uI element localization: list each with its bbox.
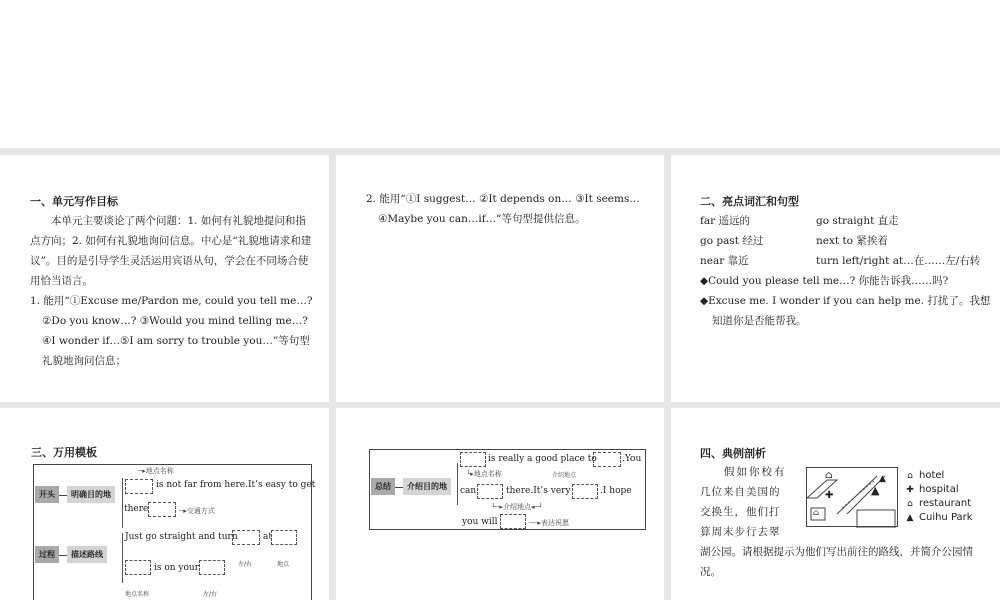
note-intro: └┄▸介绍地点◂┄┘ <box>491 503 543 511</box>
blank-place <box>460 452 486 467</box>
school-icon: ⌂ <box>813 508 820 517</box>
route-map <box>806 467 898 527</box>
arrow-icon: ◂┄┘ <box>530 503 543 511</box>
blank-adjective <box>572 484 598 499</box>
tree-icon: ▲ <box>879 474 886 484</box>
goal-item-1: 1. 能用“①Excuse me/Pardon me, could you tell me…? ②Do you know…? ③Would you mind telling me…? ④I wonder if…⑤I am sorry to trouble you…”等句型礼貌地询问信息； <box>30 295 313 367</box>
hospital-icon: ✚ <box>825 490 834 501</box>
blank-place <box>125 560 151 575</box>
vocab-row <box>700 231 992 251</box>
hospital-icon: ✚ <box>906 485 914 495</box>
connector <box>59 495 67 496</box>
legend-item: ⌂ restaurant <box>904 497 973 511</box>
arrow-icon: ┄▸ <box>179 507 187 515</box>
arrow-icon: ┄▸ <box>138 467 146 475</box>
sentence-pattern-1: ◆Could you please tell me…? 你能告诉我……吗? <box>700 275 949 287</box>
vocab-row <box>700 211 992 231</box>
vocab-term: turn left/right at…在……左/右转 <box>816 255 981 267</box>
legend-item: ▲ Cuihu Park <box>904 511 973 525</box>
panel-template-end <box>336 408 664 600</box>
blank-activity <box>593 452 621 467</box>
restaurant-icon: ⌂ <box>825 470 833 481</box>
blank-place <box>125 479 153 494</box>
note-transport: ┄▸交通方式 <box>179 507 215 515</box>
tree-icon: ▲ <box>871 484 880 497</box>
blank-wish <box>500 514 526 529</box>
connector <box>59 555 67 556</box>
example-text: 算周末步行去翠 <box>700 526 781 538</box>
slide-top-blank <box>0 0 1000 148</box>
template-line: Just go straight and turn <box>125 532 238 542</box>
panel-goals-cont <box>336 155 664 402</box>
note-direction: 左/右 <box>203 591 218 598</box>
vocab-term: go past 经过 <box>700 235 764 247</box>
template-line: can <box>460 486 477 496</box>
stage-label: 描述路线 <box>67 546 107 563</box>
goal-item-2: 2. 能用“①I suggest… ②It depends on… ③It seems… ④Maybe you can…if…”等句型提供信息。 <box>366 193 640 225</box>
arrow-icon: ┄┄▸ <box>529 519 541 527</box>
blank-direction <box>199 560 225 575</box>
bracket <box>457 463 458 505</box>
template-line: is on your <box>154 563 200 573</box>
note-place: ┄▸地点名称 <box>138 467 174 475</box>
section-heading: 一、单元写作目标 <box>30 195 118 208</box>
note-place: 地点名称 <box>125 591 150 598</box>
hotel-icon: ⌂ <box>907 471 913 481</box>
vocab-term: near 靠近 <box>700 255 749 267</box>
template-line: is really a good place to <box>488 454 597 464</box>
example-text-tail: 湖公园。请根据提示为他们写出前往的路线，并简介公园情况。 <box>700 546 973 578</box>
note-place: └▸地点名称 <box>466 470 502 478</box>
template-line: at <box>263 532 272 542</box>
note-wish: ┄┄▸表达祝愿 <box>529 519 569 527</box>
bracket <box>122 478 123 528</box>
blank-activity <box>477 484 503 499</box>
vocab-term: next to 紧挨着 <box>816 235 888 247</box>
example-text: 交换生，他们打 <box>700 506 781 518</box>
blank-direction <box>232 530 260 545</box>
map-legend <box>904 469 973 525</box>
panel-vocab <box>671 155 1000 402</box>
sentence-pattern-2: ◆Excuse me. I wonder if you can help me. 打扰了。我想知道你是否能帮我。 <box>700 295 991 327</box>
template-line: .I hope <box>600 486 632 496</box>
stage-label: 明确目的地 <box>67 486 115 503</box>
stage-label: 介绍目的地 <box>403 478 451 495</box>
blank-transport <box>148 502 176 517</box>
blank-place <box>271 530 297 545</box>
stage-process: 过程 <box>35 546 59 563</box>
example-text: 几位来自美国的 <box>700 486 781 498</box>
note-intro: 介绍地点 <box>552 472 577 479</box>
stage-summary: 总结 <box>371 478 395 495</box>
legend-item: ✚ hospital <box>904 483 973 497</box>
arrow-icon: └▸ <box>466 470 474 478</box>
template-line: is not far from here.It’s easy to get <box>156 480 316 490</box>
example-text: 假如你校有 <box>724 466 787 478</box>
stage-opening: 开头 <box>35 486 59 503</box>
note-place: 地点 <box>277 561 290 568</box>
template-line: there <box>124 504 149 514</box>
template-line: .You <box>622 454 642 464</box>
legend-item: ⌂ hotel <box>904 469 973 483</box>
vocab-term: far 遥远的 <box>700 215 751 227</box>
template-line: there.It’s very <box>506 486 571 496</box>
arrow-icon: └┄▸ <box>491 503 503 511</box>
section-heading: 四、典例剖析 <box>700 447 766 460</box>
template-line: you will <box>462 517 498 527</box>
vocab-row <box>700 251 992 271</box>
panel-writing-goals <box>0 155 329 402</box>
restaurant-icon: ⌂ <box>907 499 913 509</box>
connector <box>395 487 403 488</box>
bracket <box>122 533 123 583</box>
section-heading: 三、万用模板 <box>31 446 97 459</box>
section-heading: 二、亮点词汇和句型 <box>700 195 799 208</box>
vocab-term: go straight 直走 <box>816 215 899 227</box>
intro-paragraph: 本单元主要谈论了两个问题：1. 如何有礼貌地提问和指点方向；2. 如何有礼貌地询问信息。中心是“礼貌地请求和建议”。目的是引导学生灵活运用宾语从句，学会在不同场合使用恰当语言。 <box>30 215 312 287</box>
panel-template <box>0 408 329 600</box>
park-icon: ▲ <box>906 513 914 523</box>
note-direction: 左/右 <box>238 561 253 568</box>
